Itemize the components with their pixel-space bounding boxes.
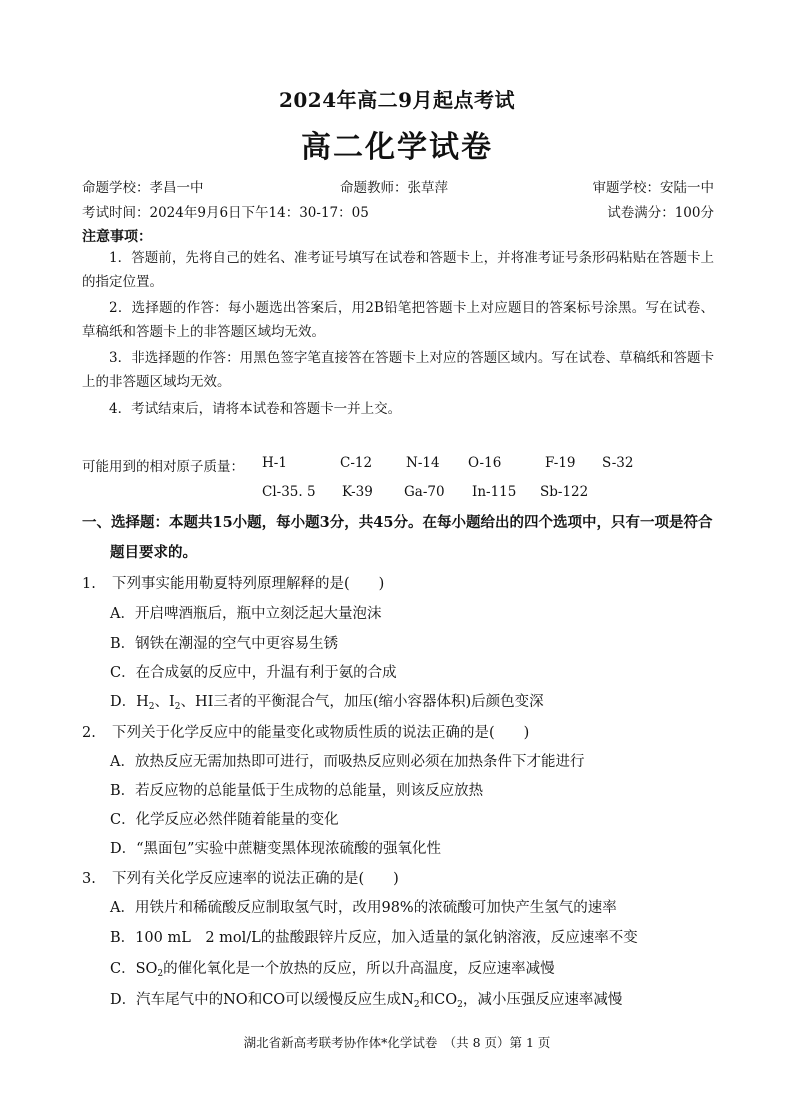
atomic-mass: Sb-122 bbox=[540, 484, 589, 500]
option-text: D．H bbox=[110, 694, 149, 710]
question-number: 3. bbox=[82, 871, 96, 887]
note-item: 3．非选择题的作答：用黑色签字笔直接答在答题卡上对应的答题区域内。写在试卷、草稿纸和答题卡上的非答题区域均无效。 bbox=[82, 350, 714, 390]
atomic-mass-label: 可能用到的相对原子质量： bbox=[82, 459, 244, 475]
atomic-mass: O-16 bbox=[468, 455, 502, 471]
exam-name: 2024年高二9月起点考试 bbox=[278, 88, 516, 112]
subscript: 2 bbox=[148, 702, 155, 712]
option-text: 、HI三者的平衡混合气，加压(缩小容器体积)后颜色变深 bbox=[180, 694, 544, 710]
option-a: A．开启啤酒瓶后，瓶中立刻泛起大量泡沫 bbox=[110, 606, 382, 622]
question-stem: 下列关于化学反应中的能量变化或物质性质的说法正确的是( ) bbox=[112, 725, 530, 741]
option-a: A．放热反应无需加热即可进行，而吸热反应则必须在加热条件下才能进行 bbox=[110, 754, 585, 770]
option-b: B．100 mL 2 mol/L的盐酸跟锌片反应，加入适量的氯化钠溶液，反应速率不变 bbox=[110, 930, 638, 946]
option-text: 的催化氧化是一个放热的反应，所以升高温度，反应速率减慢 bbox=[163, 961, 555, 977]
notes-heading: 注意事项： bbox=[82, 229, 152, 245]
option-b: B．钢铁在潮湿的空气中更容易生锈 bbox=[110, 636, 339, 652]
option-d bbox=[110, 690, 544, 712]
reviewing-school: 审题学校：安陆一中 bbox=[592, 180, 714, 196]
atomic-mass: H-1 bbox=[262, 455, 287, 471]
question-stem: 下列有关化学反应速率的说法正确的是( ) bbox=[112, 871, 399, 887]
option-text: D．汽车尾气中的NO和CO可以缓慢反应生成N bbox=[110, 992, 414, 1008]
atomic-mass: In-115 bbox=[472, 484, 517, 500]
exam-time: 考试时间：2024年9月6日下午14：30-17：05 bbox=[82, 205, 369, 221]
subscript: 2 bbox=[174, 702, 181, 712]
option-c: C．在合成氨的反应中，升温有利于氨的合成 bbox=[110, 665, 397, 681]
option-d bbox=[110, 988, 622, 1010]
section-text: 一、选择题：本题共15小题，每小题3分，共45分。在每小题给出的四个选项中，只有一项是符合题目要求的。 bbox=[82, 514, 713, 561]
question-2 bbox=[82, 721, 529, 742]
question-number: 1. bbox=[82, 576, 96, 592]
option-a: A．用铁片和稀硫酸反应制取氢气时，改用98%的浓硫酸可加快产生氢气的速率 bbox=[110, 900, 617, 916]
option-c: C．化学反应必然伴随着能量的变化 bbox=[110, 812, 339, 828]
note-item: 4．考试结束后，请将本试卷和答题卡一并上交。 bbox=[109, 401, 402, 417]
option-text: 、I bbox=[154, 694, 175, 710]
option-text: 和CO bbox=[419, 992, 458, 1008]
atomic-mass: F-19 bbox=[545, 455, 576, 471]
full-score: 试卷满分：100分 bbox=[607, 205, 714, 221]
atomic-mass: C-12 bbox=[340, 455, 373, 471]
note-item: 1．答题前，先将自己的姓名、准考证号填写在试卷和答题卡上，并将准考证号条形码粘贴在答题卡上的指定位置。 bbox=[82, 250, 714, 290]
proposing-school: 命题学校：孝昌一中 bbox=[82, 180, 204, 196]
paper-title: 高二化学试卷 bbox=[301, 130, 493, 165]
option-text: C．SO bbox=[110, 961, 158, 977]
atomic-mass: N-14 bbox=[406, 455, 440, 471]
question-3 bbox=[82, 867, 399, 888]
section-heading bbox=[82, 508, 718, 568]
subscript: 2 bbox=[413, 1000, 420, 1010]
atomic-mass: S-32 bbox=[602, 455, 634, 471]
note-item: 2．选择题的作答：每小题选出答案后，用2B铅笔把答题卡上对应题目的答案标号涂黑。写在试卷、草稿纸和答题卡上的非答题区域均无效。 bbox=[82, 300, 714, 340]
option-c bbox=[110, 957, 555, 979]
question-number: 2. bbox=[82, 725, 96, 741]
atomic-mass: Ga-70 bbox=[404, 484, 445, 500]
page-footer: 湖北省新高考联考协作体*化学试卷 （共 8 页）第 1 页 bbox=[243, 1035, 551, 1050]
subscript: 2 bbox=[457, 1000, 463, 1010]
atomic-mass: K-39 bbox=[342, 484, 373, 500]
proposing-teacher: 命题教师：张草萍 bbox=[340, 180, 448, 196]
option-text: ，减小压强反应速率减慢 bbox=[462, 992, 623, 1008]
subscript: 2 bbox=[157, 969, 164, 979]
question-1 bbox=[82, 572, 384, 593]
option-d: D．“黑面包”实验中蔗糖变黑体现浓硫酸的强氧化性 bbox=[110, 841, 441, 857]
question-stem: 下列事实能用勒夏特列原理解释的是( ) bbox=[112, 576, 385, 592]
option-b: B．若反应物的总能量低于生成物的总能量，则该反应放热 bbox=[110, 783, 484, 799]
atomic-mass: Cl-35. 5 bbox=[262, 484, 316, 500]
